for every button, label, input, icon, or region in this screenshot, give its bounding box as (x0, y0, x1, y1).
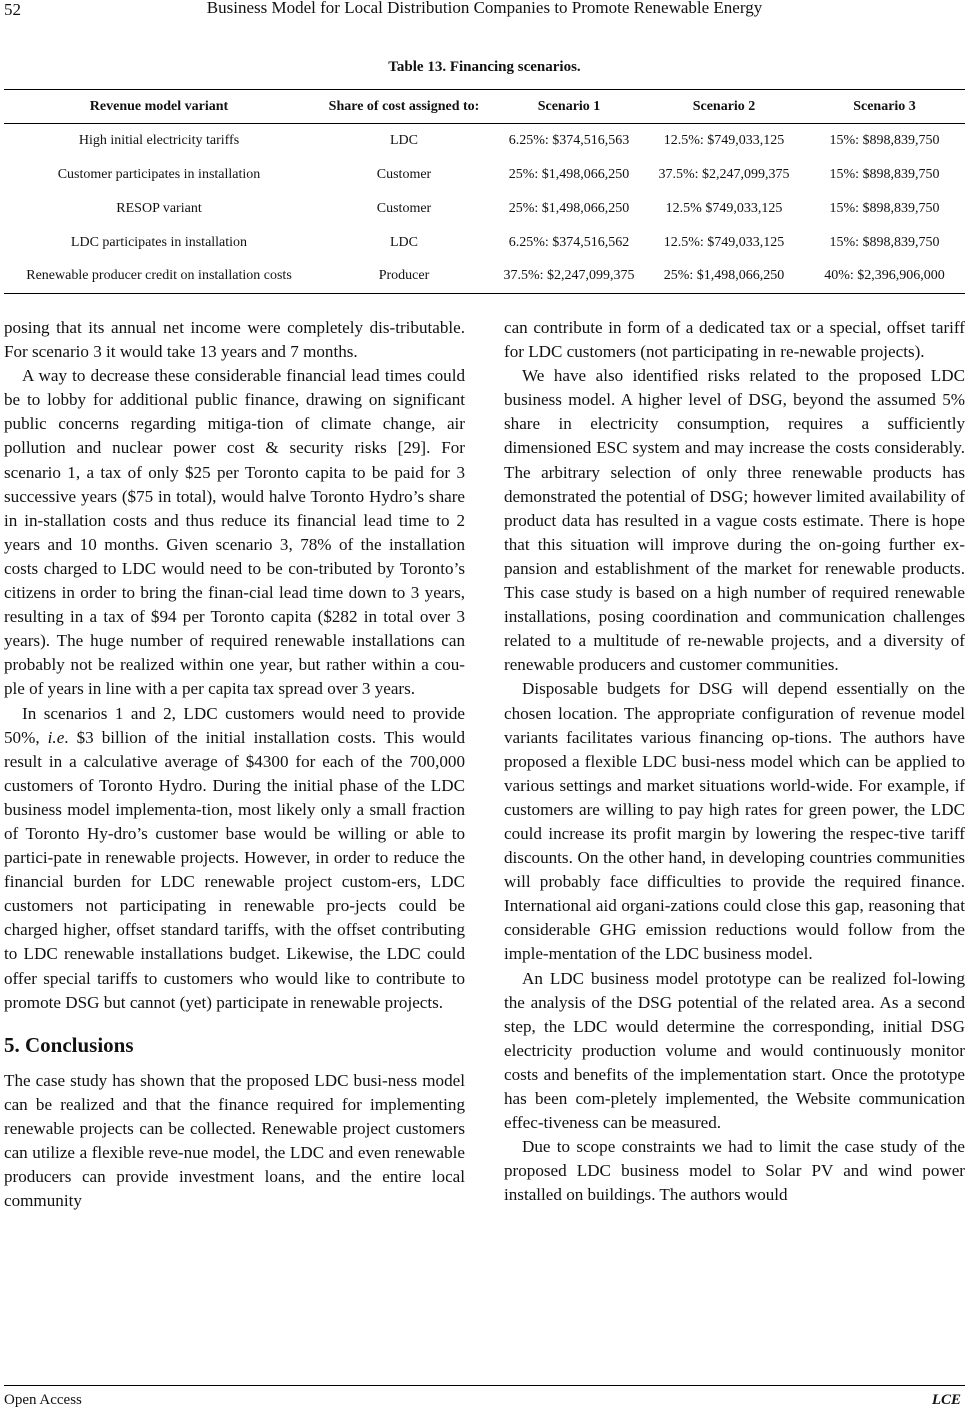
paragraph: We have also identified risks related to the proposed LDC business model. A higher level of DSG, beyond the assumed 5% share in electricity consumption, requires a sufficiently dimensioned ESC system and may increase the costs considerably. The arbitrary selection of only three renewable products has demonstrated the potential of DSG; however limited availability of product data has resulted in a vague costs estimate. There is hope that this situation will improve during the on-going further ex-pansion and establishment of the market for renewable products. This case study is based on a high number of required renewable installations, posing coordination and communication challenges related to a multitude of re-newable projects, and a diversity of renewable producers and customer communities. (504, 366, 965, 675)
text-run: In scenarios 1 and 2, LDC customers would need to provide 50%, (4, 703, 465, 747)
table-row (4, 260, 965, 294)
table-row (4, 226, 965, 260)
section-heading: 5. Conclusions (4, 1032, 134, 1057)
table-caption: Table 13. Financing scenarios. (388, 59, 581, 75)
footer-open-access: Open Access (4, 1392, 82, 1408)
text-run: . $3 billion of the initial installation costs. This would result in a calculative average of $4300 for each of the 700,000 customers of Toronto Hydro. During the initial phase of the LDC business model implementa-tion, most likely only a small fraction of Toronto Hy-dro’s customer base would be willing or able to partici-pate in renewable projects. However, in order to reduce the financial burden for LDC renewable project custom-ers, LDC customers not participating in renewable pro-jects could be charged higher, offset standard tariffs, with the offset contributing to LDC renewable installations budget. Likewise, the LDC could offer special tariffs to customers who would like to contribute to promote DSG but cannot (yet) participate in renewable projects. (4, 727, 465, 1012)
paragraph: The case study has shown that the proposed LDC busi-ness model can be realized and that the finance required for implementing renewable projects can be collected. Renewable project customers can utilize a flexible reve-nue model, the LDC and even renewable producers can provide investment loans, and the entire local community (4, 1070, 465, 1211)
table-cell: 37.5%: $2,247,099,375 (494, 260, 644, 294)
table-cell: 37.5%: $2,247,099,375 (658, 166, 790, 182)
table-cell: Renewable producer credit on installation costs (4, 260, 314, 294)
table-cell: 25%: $1,498,066,250 (644, 260, 804, 294)
table-cell: Producer (314, 260, 494, 294)
table-cell: 12.5%: $749,033,125 (663, 234, 785, 250)
footer-rule (4, 1385, 965, 1386)
table-cell: LDC participates in installation (70, 234, 248, 250)
paragraph (4, 702, 465, 1015)
table-cell: 15%: $898,839,750 (829, 132, 940, 148)
table-cell: 6.25%: $374,516,562 (508, 234, 630, 250)
col-header-share: Share of cost assigned to: (314, 90, 494, 124)
table-cell: 40%: $2,396,906,000 (804, 260, 965, 294)
col-header-scenario-3: Scenario 3 (804, 90, 965, 124)
italic-text: i.e (47, 727, 65, 747)
paragraph: can contribute in form of a dedicated tax or a special, offset tariff for LDC customers (not participating in re-newable projects). (504, 318, 965, 362)
table-cell: 12.5%: $749,033,125 (663, 132, 785, 148)
col-header-scenario-2: Scenario 2 (644, 90, 804, 124)
table-header-row (4, 90, 965, 124)
right-column (504, 316, 965, 1207)
table-cell: RESOP variant (116, 200, 202, 216)
table-cell: High initial electricity tariffs (78, 132, 240, 148)
table-cell: 15%: $898,839,750 (829, 166, 940, 182)
table-cell: 6.25%: $374,516,563 (508, 132, 630, 148)
table-cell: LDC (390, 234, 418, 250)
table-row (4, 192, 965, 226)
paragraph: posing that its annual net income were completely dis-tributable. For scenario 3 it would take 13 years and 7 months. (4, 318, 465, 362)
paragraph: An LDC business model prototype can be realized fol-lowing the analysis of the DSG potential of the related area. As a second step, the LDC would determine the corresponding, initial DSG electricity production volume and would continuously monitor costs and benefits of the implementation start. Once the prototype has been com-pletely implemented, the Website communication effec-tiveness can be measured. (504, 968, 965, 1133)
left-column (4, 316, 465, 1213)
table-cell: Customer participates in installation (57, 166, 261, 182)
table-row (4, 158, 965, 192)
table-cell: 12.5% $749,033,125 (665, 200, 783, 216)
table-cell: 25%: $1,498,066,250 (508, 166, 630, 182)
table-cell: Customer (376, 166, 432, 182)
table-cell: Customer (376, 200, 432, 216)
col-header-scenario-1: Scenario 1 (494, 90, 644, 124)
paragraph: Due to scope constraints we had to limit the case study of the proposed LDC business model to Solar PV and wind power installed on buildings. The authors would (504, 1137, 965, 1205)
col-header-revenue-model: Revenue model variant (4, 90, 314, 124)
paragraph: A way to decrease these considerable financial lead times could be to lobby for additional public finance, drawing on significant public concerns regarding mitiga-tion of climate change, air pollution and nuclear power cost & security risks [29]. For scenario 1, a tax of only $25 per Toronto capita to be paid for 3 successive years ($75 in total), would halve Toronto Hydro’s share in in-stallation costs and thus reduce its financial lead time to 2 years and 10 months. Given scenario 3, 78% of the installation costs charged to LDC would need to be con-tributed by Toronto’s citizens in order to bring the finan-cial lead time down to 3 years, resulting in a tax of $94 per Toronto capita ($282 in total over 3 years). The huge number of required renewable installations can probably not be realized within one year, but rather within a cou-ple of years in line with a per capita tax spread over 3 years. (4, 366, 465, 699)
table-row (4, 124, 965, 158)
page-number: 52 (4, 0, 21, 19)
table-cell: 15%: $898,839,750 (829, 200, 940, 216)
table-cell: 15%: $898,839,750 (829, 234, 940, 250)
table-cell: LDC (390, 132, 418, 148)
running-title: Business Model for Local Distribution Companies to Promote Renewable Energy (206, 0, 763, 17)
footer-journal: LCE (931, 1392, 961, 1408)
paragraph: Disposable budgets for DSG will depend essentially on the chosen location. The appropriate configuration of revenue model variants facilitates various financing op-tions. The authors have proposed a flexible LDC busi-ness model which can be applied to various settings and market situations world-wide. For example, if customers are willing to pay high rates for green power, the LDC could increase its profit margin by lowering the respec-tive tariff discounts. On the other hand, in developing countries communities will probably face difficulties to provide the required finance. International aid organi-zations could close this gap, reasoning that considerable GHG emission reductions would follow from the imple-mentation of the LDC business model. (504, 679, 965, 964)
table-cell: 25%: $1,498,066,250 (508, 200, 630, 216)
financing-table (4, 89, 965, 294)
